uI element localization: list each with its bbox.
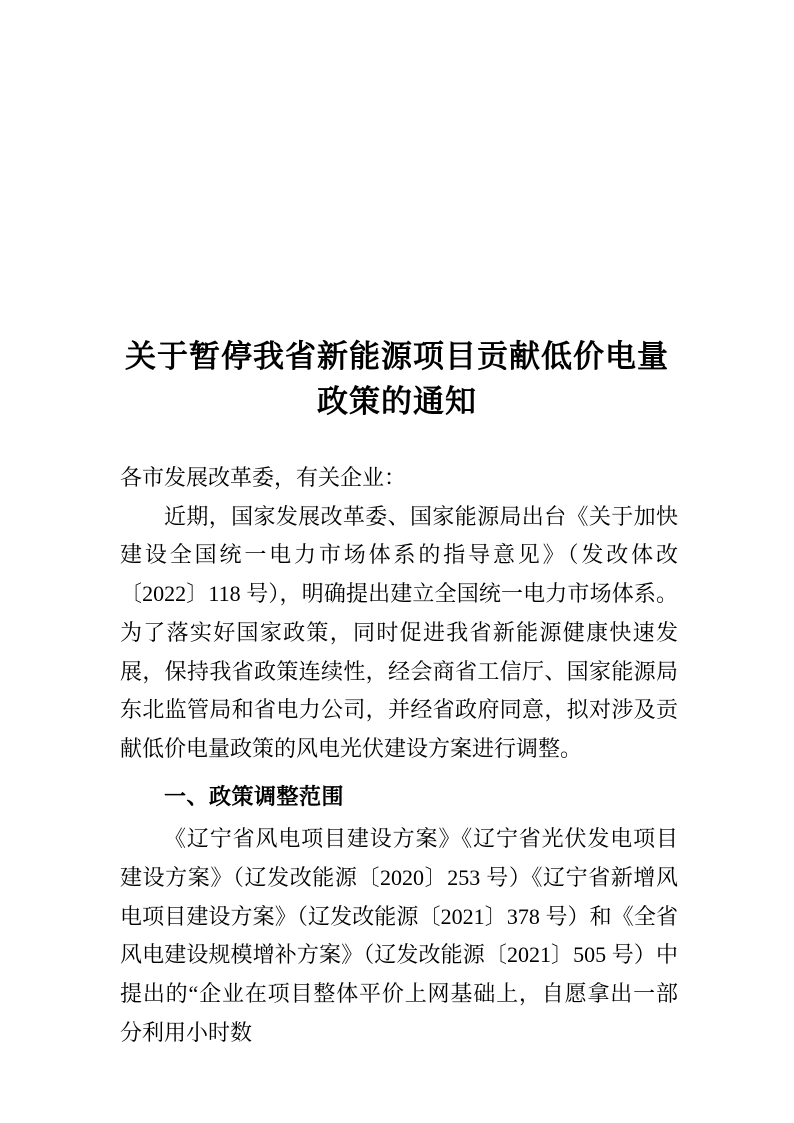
document-title-line-1: 关于暂停我省新能源项目贡献低价电量 <box>125 339 669 374</box>
salutation: 各市发展改革委，有关企业： <box>120 465 407 490</box>
paragraph-adjustment-scope: 《辽宁省风电项目建设方案》《辽宁省光伏发电项目建设方案》（辽发改能源〔2020〕253 号）《辽宁省新增风电项目建设方案》（辽发改能源〔2021〕378 号）和《全省风电建设规模增补方案》（辽发改能源〔2021〕505 号）中提出的“企业在项目整体平价上网基础上，自愿拿出一部分利用小时数 <box>120 826 678 1045</box>
paragraph-background: 近期，国家发展改革委、国家能源局出台《关于加快建设全国统一电力市场体系的指导意见》（发改体改〔2022〕118 号），明确提出建立全国统一电力市场体系。为了落实好国家政策，同时促进我省新能源健康快速发展，保持我省政策连续性，经会商省工信厅、国家能源局东北监管局和省电力公司，并经省政府同意，拟对涉及贡献低价电量政策的风电光伏建设方案进行调整。 <box>120 503 678 761</box>
document-title <box>60 334 734 424</box>
section-heading-policy-adjustment-scope: 一、政策调整范围 <box>164 783 345 809</box>
document-body <box>120 459 678 1053</box>
document-title-line-2: 政策的通知 <box>317 384 477 419</box>
